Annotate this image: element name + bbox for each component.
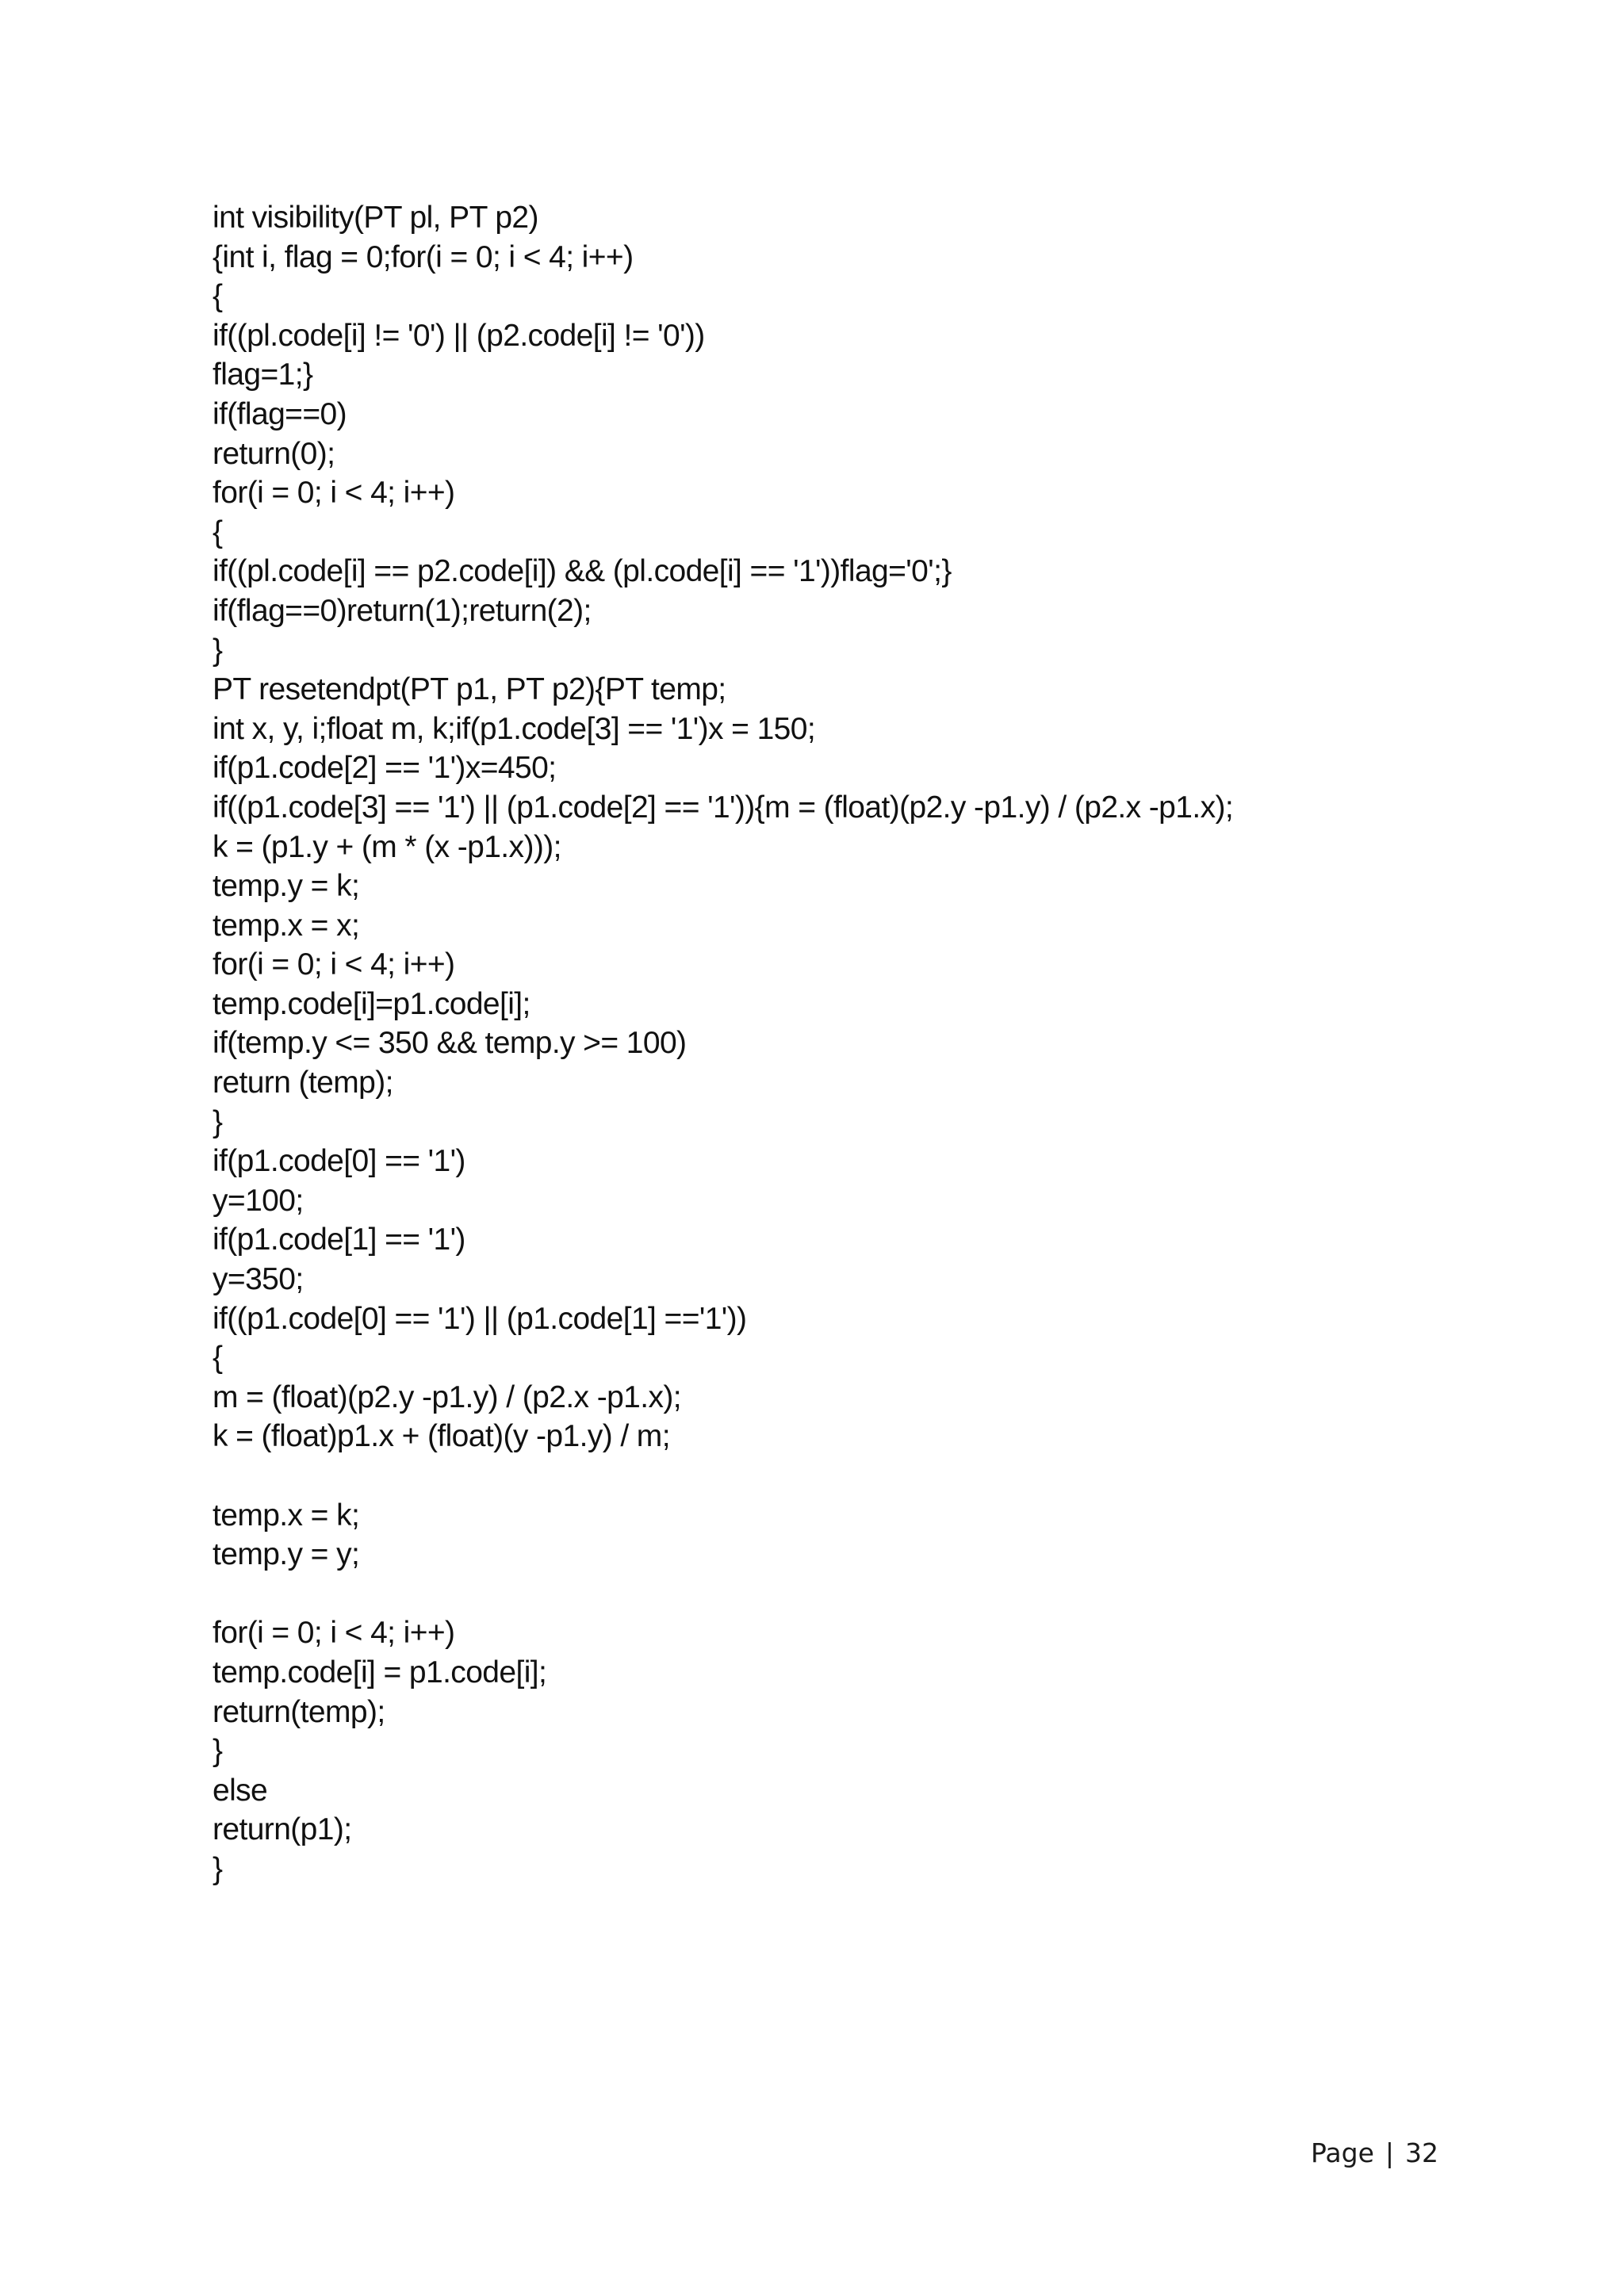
code-line: y=100;	[213, 1183, 304, 1218]
code-line: }	[213, 1734, 223, 1769]
code-line: return(temp);	[213, 1694, 385, 1729]
code-line: PT resetendpt(PT p1, PT p2){PT temp;	[213, 672, 726, 707]
code-line: else	[213, 1773, 268, 1808]
code-line: return(p1);	[213, 1812, 352, 1847]
code-line: k = (p1.y + (m * (x -p1.x)));	[213, 829, 561, 864]
code-line	[213, 1575, 1481, 1614]
code-line: if((pl.code[i] != '0') || (p2.code[i] != '0'))	[213, 318, 705, 353]
code-line: int visibility(PT pl, PT p2)	[213, 201, 538, 235]
page-separator: |	[1385, 2137, 1394, 2168]
code-line: {int i, flag = 0;for(i = 0; i < 4; i++)	[213, 239, 634, 274]
code-line: }	[213, 633, 223, 668]
code-line	[213, 1456, 1481, 1496]
code-line: temp.x = x;	[213, 908, 360, 943]
code-line: if(p1.code[0] == '1')	[213, 1144, 465, 1179]
code-line: temp.y = k;	[213, 869, 360, 904]
code-line: if(flag==0)	[213, 396, 347, 431]
page-label: Page	[1310, 2137, 1374, 2168]
code-line: if(temp.y <= 350 && temp.y >= 100)	[213, 1026, 687, 1061]
code-line: if((pl.code[i] == p2.code[i]) && (pl.code[i] == '1'))flag='0';}	[213, 554, 952, 589]
code-line: if(p1.code[1] == '1')	[213, 1223, 465, 1257]
code-line: }	[213, 1104, 223, 1139]
code-line: return (temp);	[213, 1066, 393, 1100]
code-line: if(flag==0)return(1);return(2);	[213, 593, 592, 628]
code-line: }	[213, 1851, 223, 1886]
code-line: {	[213, 515, 223, 549]
code-line: if((p1.code[3] == '1') || (p1.code[2] == '1')){m = (float)(p2.y -p1.y) / (p2.x -p1.x);	[213, 790, 1234, 825]
code-line: int x, y, i;float m, k;if(p1.code[3] == '1')x = 150;	[213, 711, 816, 746]
code-line: if(p1.code[2] == '1')x=450;	[213, 751, 557, 786]
code-line: for(i = 0; i < 4; i++)	[213, 476, 455, 511]
code-line: return(0);	[213, 436, 335, 471]
code-block	[213, 198, 1481, 1889]
code-line: for(i = 0; i < 4; i++)	[213, 1616, 455, 1651]
code-line: temp.code[i] = p1.code[i];	[213, 1655, 547, 1689]
code-line: temp.x = k;	[213, 1498, 360, 1533]
code-line: {	[213, 279, 223, 314]
code-line: temp.code[i]=p1.code[i];	[213, 986, 530, 1021]
code-line: for(i = 0; i < 4; i++)	[213, 947, 455, 982]
code-line: k = (float)p1.x + (float)(y -p1.y) / m;	[213, 1419, 670, 1454]
code-line: if((p1.code[0] == '1') || (p1.code[1] =='1'))	[213, 1301, 747, 1336]
page-footer	[1311, 2133, 1438, 2172]
page-number: 32	[1405, 2137, 1438, 2168]
code-line: m = (float)(p2.y -p1.y) / (p2.x -p1.x);	[213, 1380, 682, 1414]
code-line: flag=1;}	[213, 358, 313, 392]
code-line: y=350;	[213, 1262, 304, 1297]
code-line: {	[213, 1341, 223, 1376]
code-line: temp.y = y;	[213, 1537, 360, 1572]
